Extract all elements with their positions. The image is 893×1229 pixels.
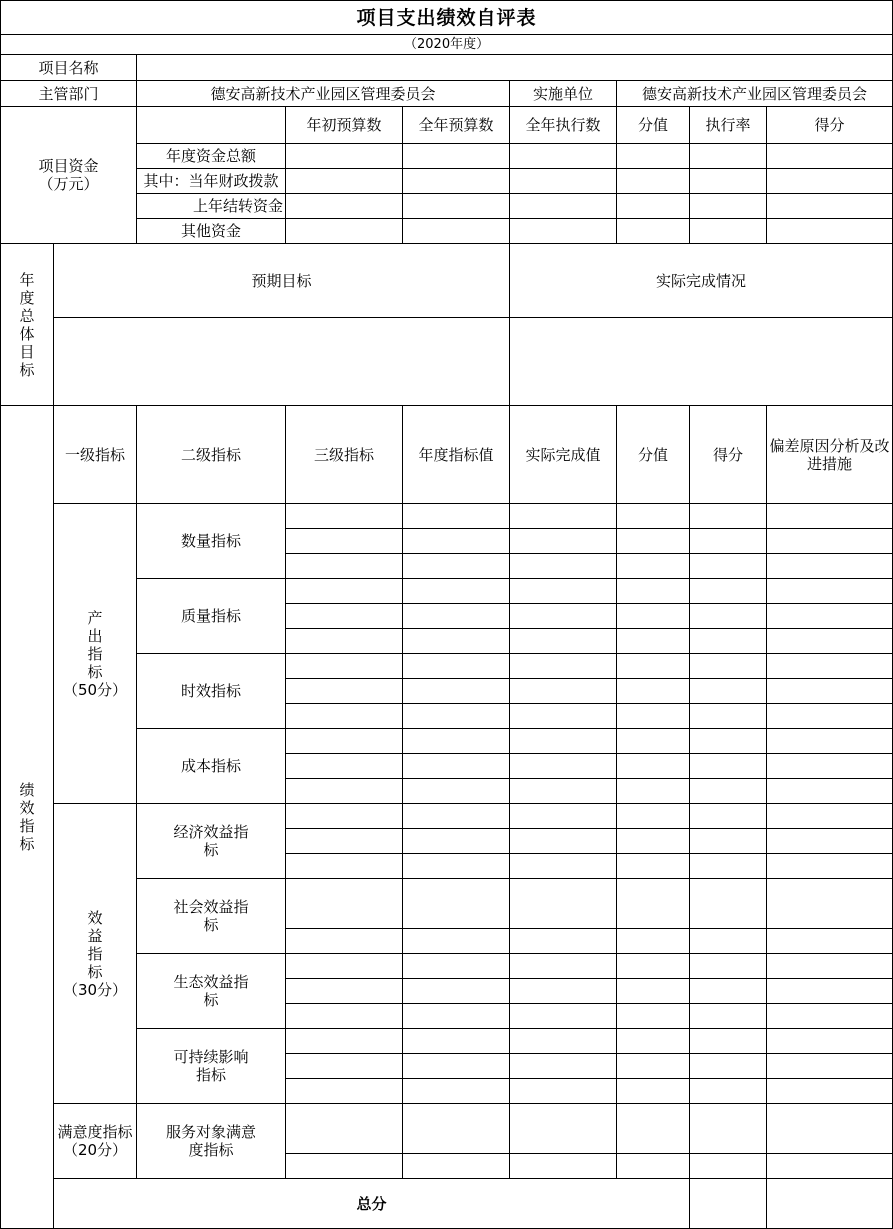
cell[interactable] xyxy=(510,604,617,629)
cell[interactable] xyxy=(617,1079,690,1104)
form-year: （2020年度） xyxy=(1,35,893,55)
form-title: 项目支出绩效自评表 xyxy=(1,1,893,35)
cell[interactable] xyxy=(617,579,690,604)
cell[interactable] xyxy=(690,1154,767,1179)
cell[interactable] xyxy=(510,144,617,169)
perf-header-score: 得分 xyxy=(690,406,767,504)
cell[interactable] xyxy=(767,169,893,194)
cell[interactable] xyxy=(617,1004,690,1029)
funds-unit: （万元） xyxy=(38,175,99,193)
cell[interactable] xyxy=(690,144,767,169)
cell[interactable] xyxy=(690,754,767,779)
cell[interactable] xyxy=(767,219,893,244)
output-indicator-group xyxy=(54,504,137,804)
funds-header-score: 得分 xyxy=(767,107,893,144)
cell[interactable] xyxy=(690,629,767,654)
cell[interactable] xyxy=(690,854,767,879)
cell[interactable] xyxy=(767,1004,893,1029)
cell[interactable] xyxy=(403,1054,510,1079)
cell[interactable] xyxy=(617,1104,690,1154)
cell[interactable] xyxy=(510,1104,617,1154)
cell[interactable] xyxy=(510,219,617,244)
funds-section-label xyxy=(1,107,137,244)
cell[interactable] xyxy=(403,729,510,754)
cell[interactable] xyxy=(690,654,767,679)
cell[interactable] xyxy=(403,979,510,1004)
cell[interactable] xyxy=(403,169,510,194)
funds-header-executed: 全年执行数 xyxy=(510,107,617,144)
cell[interactable] xyxy=(767,1029,893,1054)
cell[interactable] xyxy=(286,779,403,804)
cell[interactable] xyxy=(286,954,403,979)
cell[interactable] xyxy=(617,854,690,879)
cell[interactable] xyxy=(690,1079,767,1104)
cell[interactable] xyxy=(510,929,617,954)
cell[interactable] xyxy=(767,954,893,979)
cell[interactable] xyxy=(510,804,617,829)
perf-header-score-value: 分值 xyxy=(617,406,690,504)
cell[interactable] xyxy=(403,504,510,529)
cell[interactable] xyxy=(617,754,690,779)
cell[interactable] xyxy=(690,579,767,604)
cell[interactable] xyxy=(403,1004,510,1029)
cell[interactable] xyxy=(767,704,893,729)
total-score-label: 总分 xyxy=(54,1179,690,1229)
cell[interactable] xyxy=(690,929,767,954)
cell[interactable] xyxy=(403,654,510,679)
cell[interactable] xyxy=(767,604,893,629)
cell[interactable] xyxy=(403,879,510,929)
cell[interactable] xyxy=(286,579,403,604)
cell[interactable] xyxy=(767,1079,893,1104)
output-item-cost: 成本指标 xyxy=(137,729,286,804)
cell[interactable] xyxy=(690,169,767,194)
cell[interactable] xyxy=(286,1079,403,1104)
cell[interactable] xyxy=(690,804,767,829)
benefit-indicator-group xyxy=(54,804,137,1104)
cell[interactable] xyxy=(286,804,403,829)
cell[interactable] xyxy=(767,779,893,804)
cell[interactable] xyxy=(403,704,510,729)
cell[interactable] xyxy=(767,729,893,754)
cell[interactable] xyxy=(403,854,510,879)
cell[interactable] xyxy=(286,1104,403,1154)
cell[interactable] xyxy=(510,954,617,979)
cell[interactable] xyxy=(767,629,893,654)
cell[interactable] xyxy=(617,1154,690,1179)
expected-goal-content[interactable] xyxy=(54,318,510,406)
cell[interactable] xyxy=(617,604,690,629)
cell[interactable] xyxy=(767,929,893,954)
cell[interactable] xyxy=(690,504,767,529)
cell[interactable] xyxy=(767,854,893,879)
cell[interactable] xyxy=(767,194,893,219)
expected-goal-header: 预期目标 xyxy=(54,244,510,318)
cell[interactable] xyxy=(510,654,617,679)
funds-row-other: 其他资金 xyxy=(137,219,286,244)
perf-header-annual-target: 年度指标值 xyxy=(403,406,510,504)
cell[interactable] xyxy=(690,219,767,244)
cell[interactable] xyxy=(767,504,893,529)
cell[interactable] xyxy=(286,1004,403,1029)
cell[interactable] xyxy=(617,704,690,729)
cell[interactable] xyxy=(617,979,690,1004)
cell[interactable] xyxy=(403,829,510,854)
perf-header-deviation: 偏差原因分析及改进措施 xyxy=(767,406,893,504)
cell[interactable] xyxy=(403,1029,510,1054)
cell[interactable] xyxy=(510,529,617,554)
cell[interactable] xyxy=(403,679,510,704)
cell[interactable] xyxy=(617,144,690,169)
cell[interactable] xyxy=(617,654,690,679)
cell[interactable] xyxy=(510,879,617,929)
cell[interactable] xyxy=(286,704,403,729)
funds-header-initial-budget: 年初预算数 xyxy=(286,107,403,144)
cell[interactable] xyxy=(510,854,617,879)
total-score-value[interactable] xyxy=(690,1179,767,1229)
cell[interactable] xyxy=(617,504,690,529)
cell[interactable] xyxy=(403,144,510,169)
cell[interactable] xyxy=(690,829,767,854)
cell[interactable] xyxy=(767,654,893,679)
annual-goal-label xyxy=(1,244,54,406)
cell[interactable] xyxy=(403,1154,510,1179)
cell[interactable] xyxy=(286,554,403,579)
cell[interactable] xyxy=(690,1004,767,1029)
impl-value[interactable]: 德安高新技术产业园区管理委员会 xyxy=(617,81,893,107)
cell[interactable] xyxy=(286,1054,403,1079)
satisfaction-indicator-group xyxy=(54,1104,137,1179)
cell[interactable] xyxy=(403,929,510,954)
cell[interactable] xyxy=(767,754,893,779)
project-name-value[interactable] xyxy=(137,55,893,81)
cell[interactable] xyxy=(617,879,690,929)
cell[interactable] xyxy=(403,804,510,829)
actual-result-header: 实际完成情况 xyxy=(510,244,893,318)
cell[interactable] xyxy=(403,629,510,654)
cell[interactable] xyxy=(690,604,767,629)
cell[interactable] xyxy=(767,804,893,829)
cell[interactable] xyxy=(403,779,510,804)
cell[interactable] xyxy=(767,1104,893,1154)
cell[interactable] xyxy=(510,979,617,1004)
cell[interactable] xyxy=(510,679,617,704)
cell[interactable] xyxy=(403,194,510,219)
cell[interactable] xyxy=(510,169,617,194)
cell[interactable] xyxy=(286,169,403,194)
project-name-label: 项目名称 xyxy=(1,55,137,81)
cell[interactable] xyxy=(690,1054,767,1079)
cell[interactable] xyxy=(286,929,403,954)
cell[interactable] xyxy=(617,1029,690,1054)
cell[interactable] xyxy=(286,679,403,704)
cell[interactable] xyxy=(690,529,767,554)
cell[interactable] xyxy=(617,679,690,704)
cell[interactable] xyxy=(286,879,403,929)
impl-label: 实施单位 xyxy=(510,81,617,107)
cell[interactable] xyxy=(690,679,767,704)
cell[interactable] xyxy=(690,1104,767,1154)
benefit-item-economic-text: 经济效益指标 xyxy=(173,823,249,859)
output-indicator-score: （50分） xyxy=(62,680,128,699)
cell[interactable] xyxy=(510,704,617,729)
cell[interactable] xyxy=(767,529,893,554)
cell[interactable] xyxy=(286,1154,403,1179)
actual-result-content[interactable] xyxy=(510,318,893,406)
cell[interactable] xyxy=(690,729,767,754)
satisfaction-indicator-score: （20分） xyxy=(62,1141,128,1159)
cell[interactable] xyxy=(510,1004,617,1029)
perf-indicator-text: 绩效指标 xyxy=(19,781,35,853)
cell[interactable] xyxy=(617,829,690,854)
cell[interactable] xyxy=(403,1079,510,1104)
output-item-quality: 质量指标 xyxy=(137,579,286,654)
output-item-quantity: 数量指标 xyxy=(137,504,286,579)
cell[interactable] xyxy=(403,579,510,604)
cell[interactable] xyxy=(690,979,767,1004)
benefit-item-sustainable xyxy=(137,1029,286,1104)
cell[interactable] xyxy=(403,954,510,979)
cell[interactable] xyxy=(403,754,510,779)
cell[interactable] xyxy=(617,629,690,654)
cell[interactable] xyxy=(767,879,893,929)
funds-row-carryover: 上年结转资金 xyxy=(137,194,286,219)
benefit-indicator-text: 效益指标 xyxy=(87,908,103,981)
cell[interactable] xyxy=(286,1029,403,1054)
perf-header-level3: 三级指标 xyxy=(286,406,403,504)
cell[interactable] xyxy=(617,194,690,219)
benefit-item-ecological-text: 生态效益指标 xyxy=(173,973,249,1009)
cell[interactable] xyxy=(617,529,690,554)
cell[interactable] xyxy=(286,854,403,879)
funds-header-exec-rate: 执行率 xyxy=(690,107,767,144)
cell[interactable] xyxy=(617,779,690,804)
cell[interactable] xyxy=(286,829,403,854)
cell[interactable] xyxy=(690,1029,767,1054)
satisfaction-item-service xyxy=(137,1104,286,1179)
cell[interactable] xyxy=(690,879,767,929)
cell[interactable] xyxy=(510,829,617,854)
annual-goal-text: 年度总体目标 xyxy=(19,270,35,379)
cell[interactable] xyxy=(403,529,510,554)
cell[interactable] xyxy=(403,554,510,579)
cell[interactable] xyxy=(617,729,690,754)
cell[interactable] xyxy=(510,1029,617,1054)
cell[interactable] xyxy=(767,1054,893,1079)
funds-header-blank xyxy=(137,107,286,144)
output-item-timeliness: 时效指标 xyxy=(137,654,286,729)
benefit-item-social xyxy=(137,879,286,954)
dept-value[interactable]: 德安高新技术产业园区管理委员会 xyxy=(137,81,510,107)
cell[interactable] xyxy=(510,1054,617,1079)
cell[interactable] xyxy=(767,554,893,579)
cell[interactable] xyxy=(510,729,617,754)
total-score-remark[interactable] xyxy=(767,1179,893,1229)
dept-label: 主管部门 xyxy=(1,81,137,107)
benefit-item-sustainable-text: 可持续影响指标 xyxy=(173,1048,249,1084)
cell[interactable] xyxy=(617,804,690,829)
cell[interactable] xyxy=(510,504,617,529)
benefit-item-ecological xyxy=(137,954,286,1029)
perf-indicator-label xyxy=(1,406,54,1229)
funds-header-annual-budget: 全年预算数 xyxy=(403,107,510,144)
funds-label: 项目资金 xyxy=(38,157,99,175)
funds-header-score-value: 分值 xyxy=(617,107,690,144)
cell[interactable] xyxy=(510,579,617,604)
cell[interactable] xyxy=(286,504,403,529)
cell[interactable] xyxy=(510,194,617,219)
cell[interactable] xyxy=(690,704,767,729)
cell[interactable] xyxy=(286,219,403,244)
cell[interactable] xyxy=(690,554,767,579)
cell[interactable] xyxy=(286,754,403,779)
perf-header-level2: 二级指标 xyxy=(137,406,286,504)
output-indicator-text: 产出指标 xyxy=(87,608,103,681)
cell[interactable] xyxy=(617,954,690,979)
cell[interactable] xyxy=(510,754,617,779)
satisfaction-indicator-text: 满意度指标 xyxy=(57,1123,133,1141)
funds-row-total: 年度资金总额 xyxy=(137,144,286,169)
cell[interactable] xyxy=(286,629,403,654)
cell[interactable] xyxy=(510,629,617,654)
cell[interactable] xyxy=(690,954,767,979)
cell[interactable] xyxy=(286,604,403,629)
cell[interactable] xyxy=(286,529,403,554)
benefit-item-economic xyxy=(137,804,286,879)
cell[interactable] xyxy=(286,654,403,679)
benefit-item-social-text: 社会效益指标 xyxy=(173,898,249,934)
cell[interactable] xyxy=(617,169,690,194)
cell[interactable] xyxy=(286,194,403,219)
cell[interactable] xyxy=(510,1154,617,1179)
cell[interactable] xyxy=(286,144,403,169)
cell[interactable] xyxy=(403,219,510,244)
cell[interactable] xyxy=(767,144,893,169)
funds-row-fiscal: 其中：当年财政拨款 xyxy=(137,169,286,194)
perf-header-level1: 一级指标 xyxy=(54,406,137,504)
cell[interactable] xyxy=(510,1079,617,1104)
satisfaction-item-service-text: 服务对象满意度指标 xyxy=(166,1123,257,1159)
cell[interactable] xyxy=(617,554,690,579)
cell[interactable] xyxy=(403,1104,510,1154)
cell[interactable] xyxy=(617,219,690,244)
cell[interactable] xyxy=(690,779,767,804)
cell[interactable] xyxy=(767,829,893,854)
cell[interactable] xyxy=(510,779,617,804)
perf-header-actual: 实际完成值 xyxy=(510,406,617,504)
benefit-indicator-score: （30分） xyxy=(62,980,128,999)
cell[interactable] xyxy=(286,979,403,1004)
cell[interactable] xyxy=(286,729,403,754)
cell[interactable] xyxy=(403,604,510,629)
cell[interactable] xyxy=(767,1154,893,1179)
cell[interactable] xyxy=(690,194,767,219)
cell[interactable] xyxy=(767,679,893,704)
cell[interactable] xyxy=(510,554,617,579)
cell[interactable] xyxy=(767,979,893,1004)
cell[interactable] xyxy=(767,579,893,604)
cell[interactable] xyxy=(617,929,690,954)
cell[interactable] xyxy=(617,1054,690,1079)
